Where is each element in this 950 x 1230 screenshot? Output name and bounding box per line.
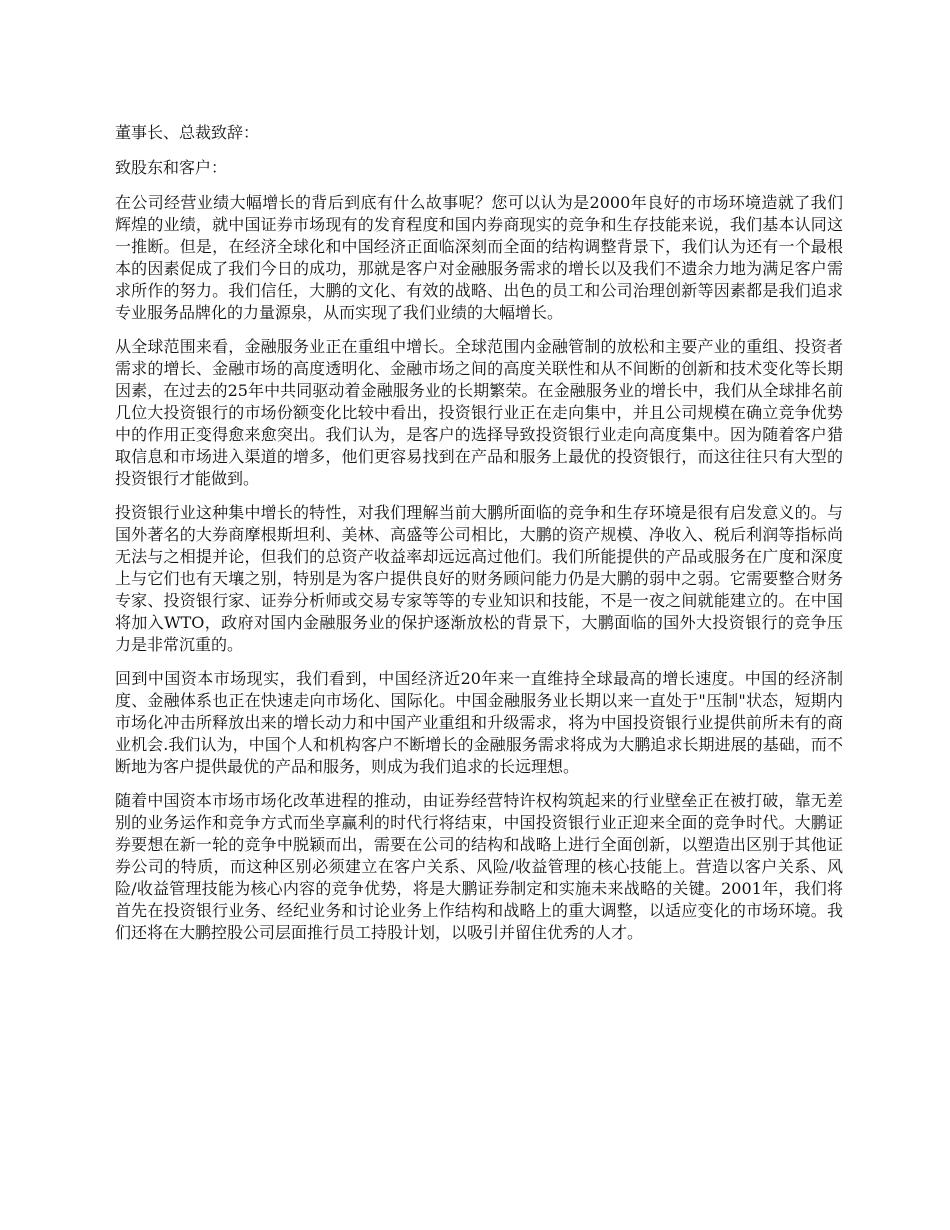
letter-body <box>115 122 843 956</box>
letter-heading: 董事长、总裁致辞： <box>115 123 260 142</box>
paragraph-4: 回到中国资本市场现实，我们看到，中国经济近20年来一直维持全球最高的增长速度。中国的经济制度、金融体系也正在快速走向市场化、国际化。中国金融服务业长期以来一直处于"压制"状态，短期内市场化冲击所释放出来的增长动力和中国产业重组和升级需求，将为中国投资银行业提供前所未有的商业机会.我们认为，中国个人和机构客户不断增长的金融服务需求将成为大鹏追求长期进展的基础，而不断地为客户提供最优的产品和服务，则成为我们追求的长远理想。 <box>115 669 843 776</box>
paragraph-1: 在公司经营业绩大幅增长的背后到底有什么故事呢？您可以认为是2000年良好的市场环境造就了我们辉煌的业绩，就中国证券市场现有的发育程度和国内券商现实的竞争和生存技能来说，我们基本认同这一推断。但是，在经济全球化和中国经济正面临深刻而全面的结构调整背景下，我们认为还有一个最根本的因素促成了我们今日的成功，那就是客户对金融服务需求的增长以及我们不遗余力地为满足客户需求所作的努力。我们信任，大鹏的文化、有效的战略、出色的员工和公司治理创新等因素都是我们追求专业服务品牌化的力量源泉，从而实现了我们业绩的大幅增长。 <box>115 193 843 322</box>
paragraph-5: 随着中国资本市场市场化改革进程的推动，由证券经营特许权构筑起来的行业壁垒正在被打破，靠无差别的业务运作和竞争方式而坐享赢利的时代行将结束，中国投资银行业正迎来全面的竞争时代。大鹏证券要想在新一轮的竞争中脱颖而出，需要在公司的结构和战略上进行全面创新，以塑造出区别于其他证券公司的特质，而这种区别必须建立在客户关系、风险/收益管理的核心技能上。营造以客户关系、风险/收益管理技能为核心内容的竞争优势，将是大鹏证券制定和实施未来战略的关键。2001年，我们将首先在投资银行业务、经纪业务和讨论业务上作结构和战略上的重大调整，以适应变化的市场环境。我们还将在大鹏控股公司层面推行员工持股计划，以吸引并留住优秀的人才。 <box>115 791 843 942</box>
letter-salutation: 致股东和客户： <box>115 158 228 177</box>
paragraph-2: 从全球范围来看，金融服务业正在重组中增长。全球范围内金融管制的放松和主要产业的重组、投资者需求的增长、金融市场的高度透明化、金融市场之间的高度关联性和从不间断的创新和技术变化等长期因素，在过去的25年中共同驱动着金融服务业的长期繁荣。在金融服务业的增长中，我们从全球排名前几位大投资银行的市场份额变化比较中看出，投资银行业正在走向集中，并且公司规模在确立竞争优势中的作用正变得愈来愈突出。我们认为，是客户的选择导致投资银行业走向高度集中。因为随着客户猎取信息和市场进入渠道的增多，他们更容易找到在产品和服务上最优的投资银行，而这往往只有大型的投资银行才能做到。 <box>115 337 843 488</box>
paragraph-3: 投资银行业这种集中增长的特性，对我们理解当前大鹏所面临的竞争和生存环境是很有启发意义的。与国外著名的大券商摩根斯坦利、美林、高盛等公司相比，大鹏的资产规模、净收入、税后利润等指标尚无法与之相提并论，但我们的总资产收益率却远远高过他们。我们所能提供的产品或服务在广度和深度上与它们也有天壤之别，特别是为客户提供良好的财务顾问能力仍是大鹏的弱中之弱。它需要整合财务专家、投资银行家、证券分析师或交易专家等等的专业知识和技能，不是一夜之间就能建立的。在中国将加入WTO，政府对国内金融服务业的保护逐渐放松的背景下，大鹏面临的国外大投资银行的竞争压力是非常沉重的。 <box>115 503 843 654</box>
